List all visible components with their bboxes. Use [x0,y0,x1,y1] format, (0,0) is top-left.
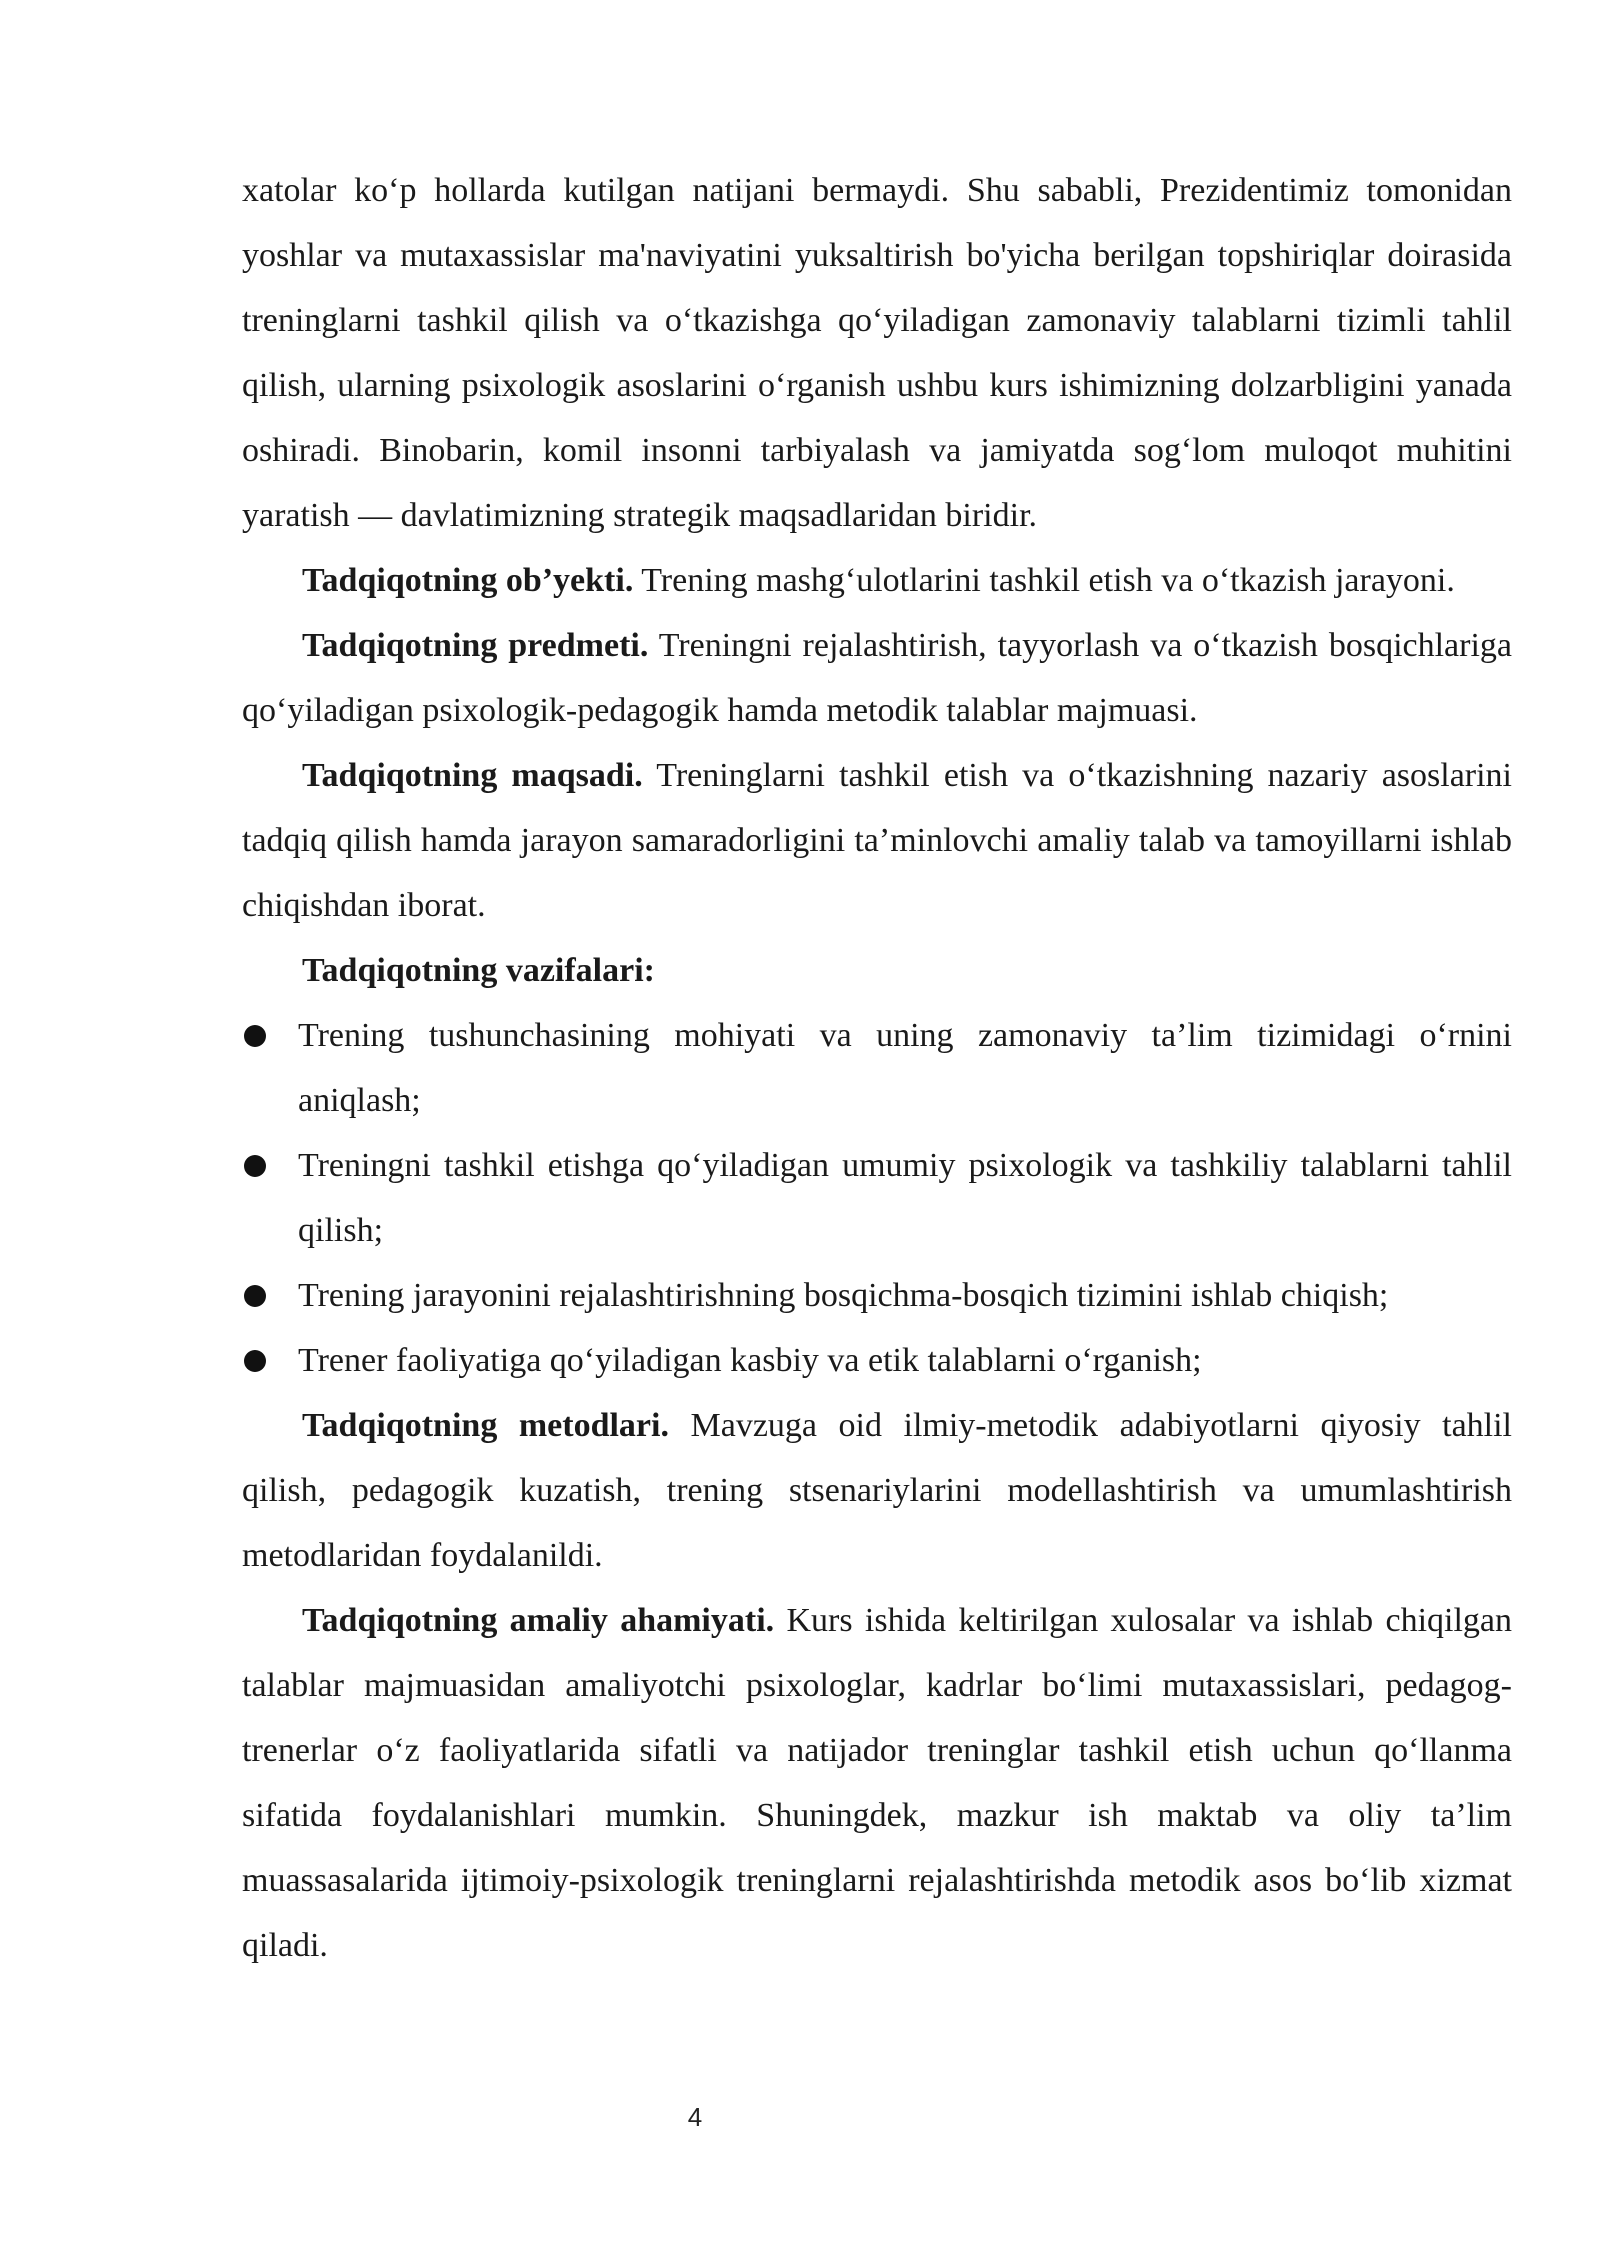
bullet-icon [244,1350,266,1372]
research-subject-label: Tadqiqotning predmeti. [302,627,649,664]
research-goal-text: Treninglarni tashkil etish va o‘tkazishning nazariy asoslarini tadqiq qilish hamda jarayon samaradorligini ta’minlovchi amaliy talab va tamoyillarni ishlab chiqishdan iborat. [242,757,1512,924]
task-text: Treningni tashkil etishga qo‘yiladigan umumiy psixologik va tashkiliy talablarni tahlil qilish; [298,1147,1512,1249]
list-item [242,1003,1512,1133]
task-text: Trener faoliyatiga qo‘yiladigan kasbiy va etik talablarni o‘rganish; [298,1342,1202,1379]
research-methods-text: Mavzuga oid ilmiy-metodik adabiyotlarni qiyosiy tahlil qilish, pedagogik kuzatish, trening stsenariylarini modellashtirish va umumlashtirish metodlaridan foydalanildi. [242,1407,1512,1574]
practical-significance-paragraph [242,1588,1512,1978]
research-methods-paragraph [242,1393,1512,1588]
bullet-icon [244,1155,266,1177]
research-goal-label: Tadqiqotning maqsadi. [302,757,643,794]
bullet-icon [244,1285,266,1307]
research-tasks-list [242,1003,1512,1393]
research-object-label: Tadqiqotning ob’yekti. [302,562,634,599]
research-tasks-heading-paragraph [242,938,1512,1003]
research-object-text: Trening mashg‘ulotlarini tashkil etish va o‘tkazish jarayoni. [633,562,1455,599]
list-item [242,1263,1512,1328]
page-number: 4 [687,2102,703,2132]
practical-significance-label: Tadqiqotning amaliy ahamiyati. [302,1602,775,1639]
page-body [242,158,1512,1978]
task-text: Trening jarayonini rejalashtirishning bosqichma-bosqich tizimini ishlab chiqish; [298,1277,1389,1314]
bullet-icon [244,1025,266,1047]
research-subject-text: Treningni rejalashtirish, tayyorlash va o‘tkazish bosqichlariga qo‘yiladigan psixologik-pedagogik hamda metodik talablar majmuasi. [242,627,1513,729]
research-tasks-heading: Tadqiqotning vazifalari: [302,952,655,989]
research-object-paragraph [242,548,1512,613]
research-goal-paragraph [242,743,1512,938]
list-item [242,1328,1512,1393]
list-item [242,1133,1512,1263]
research-subject-paragraph [242,613,1512,743]
research-methods-label: Tadqiqotning metodlari. [302,1407,669,1444]
task-text: Trening tushunchasining mohiyati va uning zamonaviy ta’lim tizimidagi o‘rnini aniqlash; [298,1017,1512,1119]
practical-significance-text: Kurs ishida keltirilgan xulosalar va ishlab chiqilgan talablar majmuasidan amaliyotchi psixologlar, kadrlar bo‘limi mutaxassislari, pedagog-trenerlar o‘z faoliyatlarida sifatli va natijador treninglar tashkil etish uchun qo‘llanma sifatida foydalanishlari mumkin. Shuningdek, mazkur ish maktab va oliy ta’lim muassasalarida ijtimoiy-psixologik treninglarni rejalashtirishda metodik asos bo‘lib xizmat qiladi. [242,1602,1513,1964]
intro-paragraph: xatolar ko‘p hollarda kutilgan natijani bermaydi. Shu sababli, Prezidentimiz tomonidan yoshlar va mutaxassislar ma'naviyatini yuksaltirish bo'yicha berilgan topshiriqlar doirasida treninglarni tashkil qilish va o‘tkazishga qo‘yiladigan zamonaviy talablarni tizimli tahlil qilish, ularning psixologik asoslarini o‘rganish ushbu kurs ishimizning dolzarbligini yanada oshiradi. Binobarin, komil insonni tarbiyalash va jamiyatda sog‘lom muloqot muhitini yaratish — davlatimizning strategik maqsadlaridan biridir. [242,172,1512,534]
